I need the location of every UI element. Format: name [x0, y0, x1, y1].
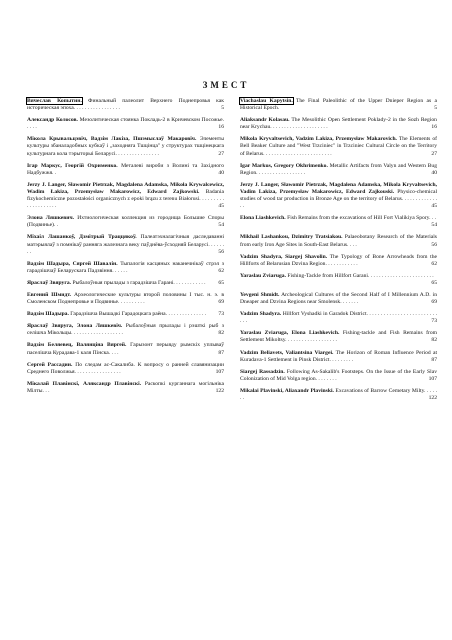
- entry-title: Excavations of Barrow Cemetary Milty. . . . . . .: [240, 387, 437, 401]
- entry-authors: Яраслаў Звяруга.: [27, 279, 72, 286]
- entry-title: Тыпалогія касцяных наканечнікаў стрэл з гарадзішчаў Беларускага Падзвіння. . . . . .: [27, 260, 224, 274]
- entry-title: Гарызонт перыяду рымскіх уплываў паселішча Курадава-1 каля Пінска. . . .: [27, 342, 224, 356]
- entry-title: The Typology of Bone Arrowheads from the Hillforts of Belarusian Dzvina Region. . . . . . . . . . . .: [240, 253, 437, 267]
- entry-title: Металеві вироби з Волині та Західного Надбужжя. .: [27, 162, 224, 176]
- entry-title: По следам ас-Сакалиба. К вопросу о ранней славянизации Среднего Поволжья. . . . . . . . . . . . . . . . .: [27, 361, 224, 375]
- page-number: 87: [431, 356, 437, 363]
- page-number: 16: [218, 124, 224, 131]
- entry-authors: Вячеслав Копытин.: [27, 98, 82, 104]
- entry-title: The Final Paleolithic of the Upper Dnieper Region as a Historical Epoch.: [240, 98, 437, 112]
- toc-entry: [240, 254, 437, 268]
- page-number: 16: [431, 124, 437, 131]
- page-number: 45: [431, 203, 437, 210]
- entry-title: Following As-Sakalib's Footsteps. On the Issue of the Early Slav Colonization of Mid Volga region. . . . . . . .: [240, 368, 437, 382]
- entry-title: Раскопкі курганнага могільніка Мілты. . .: [27, 380, 224, 394]
- entry-title: Metallic Artifacts from Valyn and Western Bug Region. . . . . . . . . . . . . . . . . .: [240, 162, 437, 176]
- entry-title: Fish Remains from the excavations of Hill Fort Vialikiya Spory. . .: [287, 215, 437, 222]
- entry-title: The Mesolithic Open Settlement Pokladу-2 in the Sozh Region near Krychau. . . . . . . . . . . . . . . . . . . . .: [240, 117, 437, 131]
- entry-authors: Элона Ляшкевич.: [27, 215, 75, 222]
- page-number: 73: [431, 318, 437, 325]
- toc-entry: [27, 98, 224, 112]
- toc-entry: [27, 117, 224, 131]
- entry-authors: Вадзім Шадыра.: [27, 311, 69, 318]
- page-number: 62: [431, 260, 437, 267]
- page-number: 65: [431, 279, 437, 286]
- toc-entry: [240, 388, 437, 402]
- page-number: 45: [218, 203, 224, 210]
- toc-entry: [27, 381, 224, 395]
- entry-authors: Евгений Шмидт.: [27, 291, 72, 298]
- entry-authors: Міхаіл Лашанкоў, Дзмітрый Траццякоў.: [27, 234, 137, 241]
- page-number: 69: [431, 299, 437, 306]
- toc-column-english: [240, 98, 437, 407]
- page-number: 27: [431, 150, 437, 157]
- entry-authors: Сергей Рассадин.: [27, 361, 73, 368]
- entry-authors: Мікола Крывальцэвіч, Вадзім Лакіза, Пшэмыслаў Макаровіч.: [27, 136, 197, 143]
- entry-authors: Yaraslau Zviaruga, Elona Liashkevich.: [240, 330, 340, 337]
- entry-authors: Vadzim Beliavets, Valiantsina Viargei.: [240, 349, 334, 356]
- toc-entry: [240, 163, 437, 177]
- toc-entry: [27, 362, 224, 376]
- entry-title: Fishing-tackle and Fish Remains from Settlement Mikoltsy. . . . . . . . . . . . . . . . . . .: [240, 330, 438, 344]
- toc-entry: [27, 182, 224, 210]
- page-number: 27: [218, 150, 224, 157]
- entry-authors: Siargej Rassadzin.: [240, 368, 285, 375]
- page-number: 54: [431, 222, 437, 229]
- page-number: 107: [215, 368, 224, 375]
- toc-entry: [27, 323, 224, 337]
- toc-entry: [27, 234, 224, 255]
- entry-title: Археологические культуры второй половины I тыс. н. э. в Смоленском Поднепровье и Подвинье. . . . . . . . . .: [27, 291, 224, 306]
- entry-title: Physico-chemical studies of wood tar production in Bronze Age on the territory of Belarus. . . . . . . . . . . . . . .: [240, 188, 437, 210]
- entry-authors: Вадзім Беляевец, Валянціна Вяргей.: [27, 342, 127, 349]
- entry-title: Fishing-Tackle from Hillfort Garani. . . . . . . . . . . . . . . . . . . . . . . .: [287, 272, 434, 279]
- toc-entry: [27, 163, 224, 177]
- page-number: 122: [215, 387, 224, 394]
- entry-authors: Elona Liashkevich.: [240, 215, 286, 222]
- toc-entry: [240, 330, 437, 344]
- entry-title: Palaeobotany Research of the Materials from early Iron Age Sites in South-East Belarus. . . .: [240, 234, 437, 248]
- page-number: 87: [218, 349, 224, 356]
- page-number: 82: [218, 330, 224, 337]
- entry-title: Финальный палеолит Верхнего Поднепровья как историческая эпоха. . . . . . . . . . . . . . . . .: [27, 98, 224, 112]
- toc-entry: [240, 117, 437, 131]
- toc-entry: [240, 234, 437, 248]
- entry-authors: Aliaksandr Kolasau.: [240, 117, 290, 124]
- toc-entry: [240, 215, 437, 229]
- entry-title: Ихтиологическая коллекция из городища Большие Споры (Подвинье). .: [27, 215, 224, 229]
- toc-entry: [27, 292, 224, 306]
- page-title: ЗМЕСТ: [202, 80, 250, 90]
- entry-title: Палеатэхналагічныя даследаванні матэрыялаў з помнікаў ранняга жалезнага веку паўднёва-ўсходняй Беларусі. . . . . . . .: [27, 234, 225, 255]
- page-number: 40: [218, 169, 224, 176]
- entry-authors: Мікалай Плавінскі, Аляксандр Плавінскі.: [27, 380, 142, 387]
- toc-entry: [240, 350, 437, 364]
- page-number: 56: [218, 248, 224, 255]
- toc-entry: [240, 98, 437, 112]
- entry-authors: Vadzim Shadyra, Siargej Shavolin.: [240, 253, 328, 260]
- entry-authors: Ігар Маркус, Георгій Охрименко.: [27, 162, 118, 169]
- entry-authors: Mikhail Lashankou, Dzimitry Tratsiakou.: [240, 234, 343, 241]
- page-number: 56: [431, 241, 437, 248]
- toc-entry: [240, 136, 437, 157]
- page-number: 69: [218, 299, 224, 306]
- toc-entry: [27, 215, 224, 229]
- toc-entry: [27, 136, 224, 157]
- toc-entry: [27, 311, 224, 318]
- entry-title: Рыбалоўныя прылады з гарадзішча Гарані. . . . . . . . . . . .: [72, 279, 206, 286]
- entry-authors: Вадзім Шадыра, Сяргей Шавалін.: [27, 260, 118, 267]
- entry-authors: Yaraslau Zviaruga.: [240, 272, 286, 279]
- page-number: 82: [431, 337, 437, 344]
- page-number: 73: [218, 311, 224, 318]
- page-number: 54: [218, 222, 224, 229]
- toc-columns: [27, 98, 437, 407]
- entry-title: Элементы культуры збаналадобных кубкаў і „заходняга Тшцінца" у структурах тшцінецкага культурнага кола тэрыторыі Беларусі. . . . . . . . . . . . . . . .: [27, 136, 224, 157]
- entry-authors: Mikola Kryvaltsevich, Vadzim Lakiza, Przemysław Makarovich.: [240, 136, 397, 143]
- toc-entry: [27, 261, 224, 275]
- entry-authors: Vadzim Shadyra.: [240, 311, 282, 318]
- page-number: 5: [434, 105, 437, 112]
- toc-entry: [27, 280, 224, 287]
- entry-title: Мезолитическая стоянка Покладь-2 в Кричевском Посожье. . . . .: [27, 117, 224, 131]
- toc-entry: [27, 342, 224, 356]
- entry-title: Archeological Cultures of the Second Half of I Millennium A.D. in Dneaper and Dzvina Regions near Smolensk. . . . . . .: [240, 291, 437, 306]
- entry-authors: Mikalai Plavinski, Aliaxandr Plavinski.: [240, 387, 334, 394]
- entry-title: Гарадзішча Вышадкі Гарадоцкага раёна. . . . . . . . . . . . . . .: [70, 311, 207, 318]
- entry-authors: Yevgeni Shmidt.: [240, 291, 280, 298]
- entry-authors: Яраслаў Звяруга, Элона Ляшкевіч.: [27, 323, 123, 330]
- entry-authors: Igar Markus, Gregory Okhrimenko.: [240, 162, 328, 169]
- toc-entry: [240, 311, 437, 325]
- entry-title: Рыбалоўныя прылады і рэшткі рыб з селішча Мікольцы. . . . . . . . . . . . . . . . . . .: [27, 323, 225, 337]
- toc-entry: [240, 273, 437, 287]
- toc-entry: [240, 369, 437, 383]
- entry-authors: Viachaslau Kapytsin.: [240, 98, 293, 104]
- toc-entry: [240, 292, 437, 306]
- entry-title: Hillfort Vyshadki in Garadok District. . . . . . . . . . . . . . . . . . . . . . . . . . . .: [240, 311, 437, 325]
- page-number: 62: [218, 267, 224, 274]
- page-number: 40: [431, 169, 437, 176]
- entry-title: The Elements of Bell Beaker Culture and "West Trzciniec" in Trzciniec Cultural Circle on the Territory of Belarus. . . . . . . . . . . . . . . . . . . . . . . . .: [240, 136, 437, 157]
- entry-title: The Horizon of Roman Influence Period at Kuradava-1 Settlement in Pinsk District. . . . . . . . .: [240, 349, 437, 363]
- page-number: 107: [428, 375, 437, 382]
- entry-authors: Александр Колосов.: [27, 117, 78, 124]
- page-number: 5: [221, 105, 224, 112]
- page-number: 65: [218, 279, 224, 286]
- entry-authors: Jerzy J. Langer, Sławomir Pietrzak, Magdalena Adamska, Mikoła Krywalcewicz, Wadim Łakiza, Przemysław Makarowicz, Edward Zajkowski.: [27, 181, 224, 195]
- entry-authors: Jerzy J. Langer, Sławomir Pietrzak, Magdalena Adamska, Mikola Kryvaltsevich, Vadim Lakiza, Przemysław Makarowicz, Edward Zajkouski.: [240, 181, 437, 195]
- toc-column-russian: [27, 98, 224, 407]
- page-number: 122: [428, 395, 437, 401]
- entry-title: Badania fizykochemiczne pozostałości organicznych z epoki brązu z terenu Białorusi. . . . . . . . . . . . . . . . . . . .: [27, 188, 224, 210]
- toc-entry: [240, 182, 437, 210]
